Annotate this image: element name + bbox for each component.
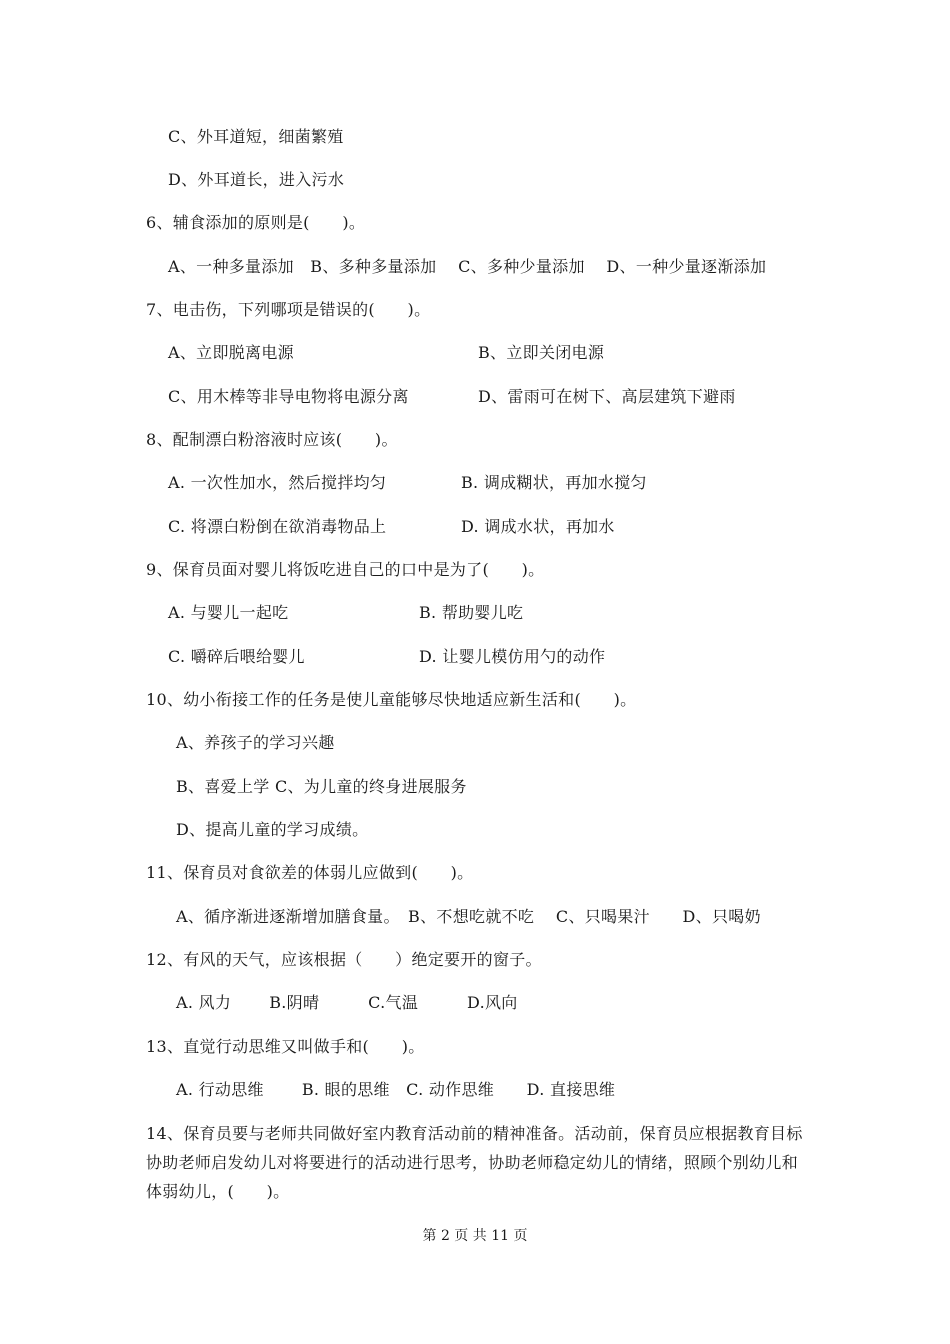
question-6-options: A、一种多量添加 B、多种多量添加 C、多种少量添加 D、一种少量逐渐添加: [168, 257, 767, 276]
question-7-option-d: D、雷雨可在树下、高层建筑下避雨: [478, 387, 736, 406]
question-14: 14、保育员要与老师共同做好室内教育活动前的精神准备。活动前，保育员应根据教育目标协助老师启发幼儿对将要进行的活动进行思考，协助老师稳定幼儿的情绪，照顾个别幼儿和体弱幼儿，( )。: [146, 1124, 803, 1201]
question-6: 6、辅食添加的原则是( )。: [146, 213, 366, 232]
question-13-options: A. 行动思维 B. 眼的思维 C. 动作思维 D. 直接思维: [176, 1080, 616, 1099]
question-8-option-a: A. 一次性加水，然后搅拌均匀: [168, 473, 387, 492]
question-7-option-a: A、立即脱离电源: [168, 343, 294, 362]
question-10-option-d: D、提高儿童的学习成绩。: [176, 820, 369, 839]
question-7: 7、电击伤，下列哪项是错误的( )。: [146, 300, 431, 319]
question-10-option-bc: B、喜爱上学 C、为儿童的终身进展服务: [176, 777, 467, 796]
question-9-option-c: C. 嚼碎后喂给婴儿: [168, 647, 305, 666]
question-8-option-c: C. 将漂白粉倒在欲消毒物品上: [168, 517, 387, 536]
question-8: 8、配制漂白粉溶液时应该( )。: [146, 430, 398, 449]
q5-option-d: D、外耳道长，进入污水: [168, 170, 345, 189]
question-7-option-b: B、立即关闭电源: [478, 343, 605, 362]
question-10: 10、幼小衔接工作的任务是使儿童能够尽快地适应新生活和( )。: [146, 690, 637, 709]
page-number: 第 2 页 共 11 页: [422, 1228, 528, 1244]
question-9-option-b: B. 帮助婴儿吃: [419, 603, 524, 622]
question-9: 9、保育员面对婴儿将饭吃进自己的口中是为了( )。: [146, 560, 545, 579]
question-7-option-c: C、用木棒等非导电物将电源分离: [168, 387, 409, 406]
question-11-options: A、循序渐进逐渐增加膳食量。 B、不想吃就不吃 C、只喝果汁 D、只喝奶: [176, 907, 761, 926]
question-13: 13、直觉行动思维又叫做手和( )。: [146, 1037, 425, 1056]
question-8-option-d: D. 调成水状，再加水: [461, 517, 615, 536]
question-11: 11、保育员对食欲差的体弱儿应做到( )。: [146, 863, 474, 882]
question-12-options: A. 风力 B.阴晴 C.气温 D.风向: [176, 993, 518, 1012]
question-10-option-a: A、养孩子的学习兴趣: [176, 733, 335, 752]
question-8-option-b: B. 调成糊状，再加水搅匀: [461, 473, 647, 492]
question-9-option-d: D. 让婴儿模仿用勺的动作: [419, 647, 606, 666]
question-12: 12、有风的天气，应该根据（ ）绝定要开的窗子。: [146, 950, 542, 969]
q5-option-c: C、外耳道短，细菌繁殖: [168, 127, 344, 146]
question-9-option-a: A. 与婴儿一起吃: [168, 603, 289, 622]
